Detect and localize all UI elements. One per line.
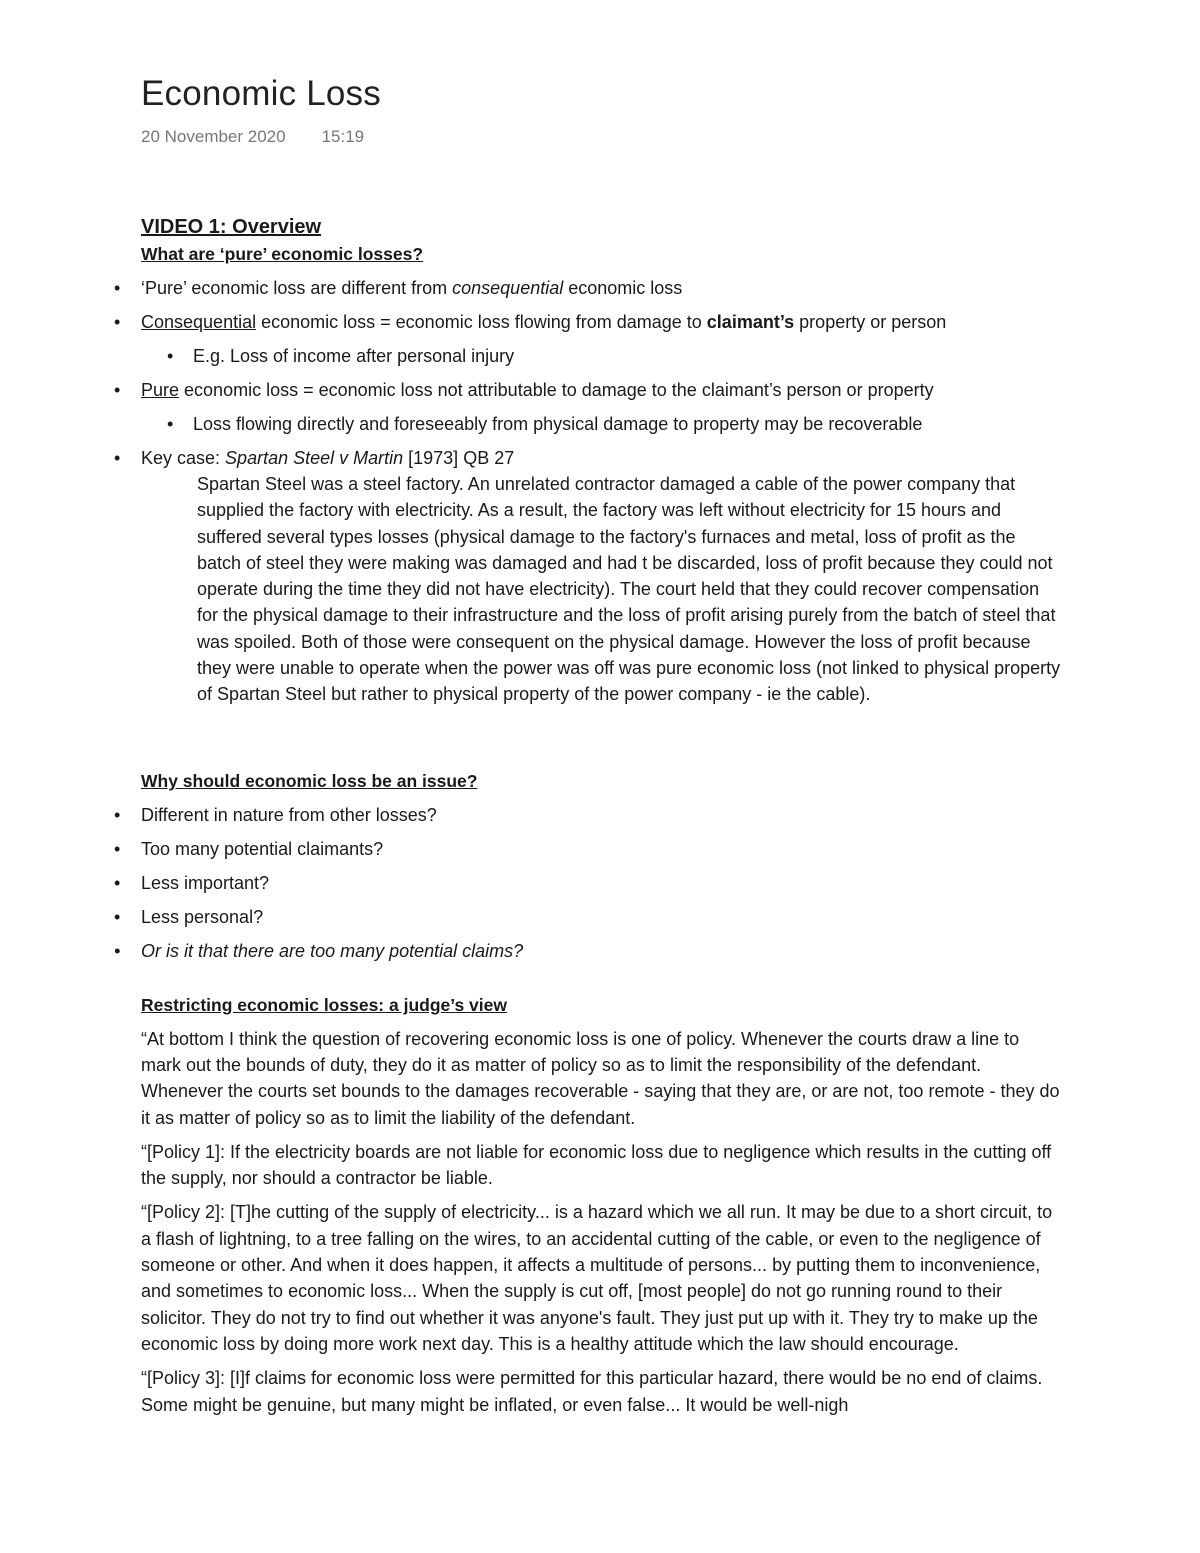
- subheading-judges-view: Restricting economic losses: a judge’s view: [141, 994, 507, 1015]
- list-item-sub: • Loss flowing directly and foreseeably from physical damage to property may be recoverable: [193, 411, 1061, 437]
- subheading-why-issue: Why should economic loss be an issue?: [141, 770, 478, 791]
- list-item: • Pure economic loss = economic loss not attributable to damage to the claimant’s person or property: [141, 377, 1061, 403]
- page-time: 15:19: [321, 127, 365, 146]
- list-item: • Less important?: [141, 870, 1061, 896]
- page-title: Economic Loss: [141, 74, 381, 113]
- subheading-pure-losses: What are ‘pure’ economic losses?: [141, 244, 424, 264]
- quote-paragraph: “[Policy 3]: [I]f claims for economic loss were permitted for this particular hazard, there would be no end of claims. Some might be genuine, but many might be inflated, or even false... It would be well-nigh: [141, 1368, 1043, 1415]
- list-item: • Key case: Spartan Steel v Martin [1973] QB 27 Spartan Steel was a steel factory. An unrelated contractor damaged a cable of the power company that supplied the factory with electricity. As a result, the factory was left without electricity for 15 hours and suffered several types losses (physical damage to the factory's furnaces and metal, loss of profit as the batch of steel they were making was damaged and had t be discarded, loss of profit because they could not operate during the time they did not have electricity). The court held that they could recover compensation for the physical damage to their infrastructure and the loss of profit arising purely from the batch of steel that was spoiled. Both of those were consequent on the physical damage. However the loss of profit because they were unable to operate when the power was off was pure economic loss (not linked to physical property of Spartan Steel but rather to physical property of the power company - ie the cable).: [141, 445, 1061, 708]
- overview-list: [141, 275, 1061, 708]
- list-item: • Consequential economic loss = economic loss flowing from damage to claimant’s property or person: [141, 309, 1061, 335]
- quote-paragraph: “[Policy 1]: If the electricity boards are not liable for economic loss due to negligence which results in the cutting off the supply, nor should a contractor be liable.: [141, 1141, 1052, 1189]
- page-date: 20 November 2020: [141, 127, 286, 146]
- list-item: • Or is it that there are too many potential claims?: [141, 938, 1061, 964]
- list-item: • Less personal?: [141, 904, 1061, 930]
- quote-paragraph: “At bottom I think the question of recovering economic loss is one of policy. Whenever the courts draw a line to mark out the bounds of duty, they do it as matter of policy so as to limit the responsibility of the defendant. Whenever the courts set bounds to the damages recoverable - saying that they are, or are not, too remote - they do it as matter of policy so as to limit the liability of the defendant.: [141, 1028, 1060, 1128]
- note-body: [141, 213, 1061, 1418]
- section-heading-video1: VIDEO 1: Overview: [141, 216, 322, 238]
- list-item: • Different in nature from other losses?: [141, 802, 1061, 828]
- why-issue-list: [141, 802, 1061, 964]
- page-meta: [141, 127, 364, 147]
- list-item: • ‘Pure’ economic loss are different from consequential economic loss: [141, 275, 1061, 301]
- list-item: • Too many potential claimants?: [141, 836, 1061, 862]
- quote-paragraph: “[Policy 2]: [T]he cutting of the supply of electricity... is a hazard which we all run. It may be due to a short circuit, to a flash of lightning, to a tree falling on the wires, to an accidental cutting of the cable, or even to the negligence of someone or other. And when it does happen, it affects a multitude of persons... by putting them to inconvenience, and sometimes to economic loss... When the supply is cut off, [most people] do not go running round to their solicitor. They do not try to find out whether it was anyone's fault. They just put up with it. They try to make up the economic loss by doing more work next day. This is a healthy attitude which the law should encourage.: [141, 1202, 1053, 1354]
- list-item-sub: • E.g. Loss of income after personal injury: [193, 343, 1061, 369]
- case-description: Spartan Steel was a steel factory. An unrelated contractor damaged a cable of the power company that supplied the factory with electricity. As a result, the factory was left without electricity for 15 hours and suffered several types losses (physical damage to the factory's furnaces and metal, loss of profit as the batch of steel they were making was damaged and had t be discarded, loss of profit because they could not operate during the time they did not have electricity). The court held that they could recover compensation for the physical damage to their infrastructure and the loss of profit arising purely from the batch of steel that was spoiled. Both of those were consequent on the physical damage. However the loss of profit because they were unable to operate when the power was off was pure economic loss (not linked to physical property of Spartan Steel but rather to physical property of the power company - ie the cable).: [197, 474, 1061, 705]
